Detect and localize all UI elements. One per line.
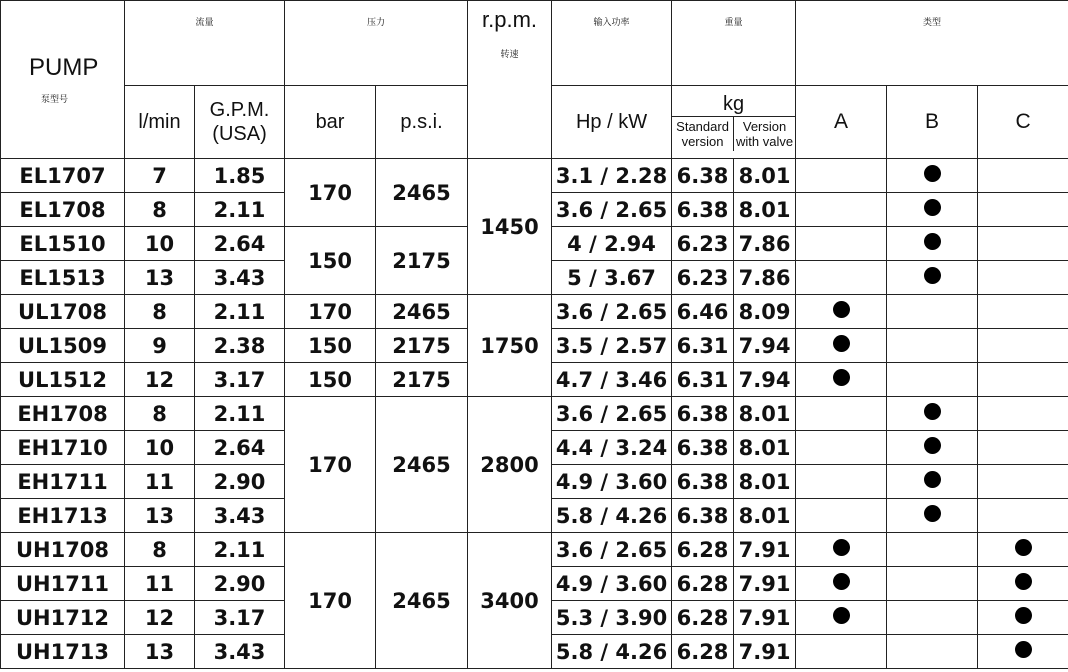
power-cell: 3.5 / 2.57: [552, 329, 672, 363]
model-cell: EH1713: [1, 499, 125, 533]
gpm-cell: 2.90: [195, 567, 285, 601]
type-b-cell: [887, 227, 978, 261]
type-marker-dot: [833, 539, 850, 556]
model-cell: UL1509: [1, 329, 125, 363]
type-b-cell: [887, 397, 978, 431]
power-header-cn: 输入功率: [593, 16, 630, 27]
rpm-header-cn: 转速: [500, 49, 519, 59]
pressure-header-cn: 压力: [367, 16, 386, 27]
gpm-cell: 1.85: [195, 159, 285, 193]
type-c-cell: [978, 295, 1068, 329]
type-marker-dot: [833, 301, 850, 318]
standard-line2: version: [681, 134, 724, 149]
valve-weight-cell: 8.01: [734, 397, 796, 431]
type-a-cell: [796, 431, 887, 465]
type-b-cell: [887, 159, 978, 193]
rpm-cell: 2800: [468, 397, 552, 533]
gpm-cell: 2.11: [195, 295, 285, 329]
type-c-cell: [978, 499, 1068, 533]
type-header-cell: [796, 1, 1068, 86]
model-cell: EL1708: [1, 193, 125, 227]
type-b-cell: [887, 193, 978, 227]
type-b-cell: [887, 295, 978, 329]
gpm-cell: 2.38: [195, 329, 285, 363]
bar-cell: 170: [285, 533, 376, 669]
valve-weight-cell: 7.91: [734, 635, 796, 669]
gpm-cell: 2.11: [195, 533, 285, 567]
type-marker-dot: [833, 607, 850, 624]
bar-cell: 150: [285, 227, 376, 295]
lmin-cell: 13: [125, 261, 195, 295]
power-cell: 3.1 / 2.28: [552, 159, 672, 193]
pump-header-cell: [1, 1, 125, 159]
pump-header: PUMP: [29, 54, 99, 81]
psi-cell: 2175: [376, 227, 468, 295]
std-weight-cell: 6.23: [672, 227, 734, 261]
rpm-cell: 3400: [468, 533, 552, 669]
type-marker-dot: [924, 199, 941, 216]
pressure-header-cell: [285, 1, 468, 86]
valve-weight-cell: 7.91: [734, 567, 796, 601]
psi-header: p.s.i.: [376, 86, 468, 159]
psi-cell: 2465: [376, 159, 468, 227]
lmin-cell: 10: [125, 227, 195, 261]
lmin-cell: 7: [125, 159, 195, 193]
bar-cell: 150: [285, 329, 376, 363]
type-a-cell: [796, 295, 887, 329]
power-cell: 5.8 / 4.26: [552, 635, 672, 669]
bar-cell: 170: [285, 159, 376, 227]
type-a-cell: [796, 567, 887, 601]
model-cell: UH1713: [1, 635, 125, 669]
type-c-cell: [978, 227, 1068, 261]
std-weight-cell: 6.38: [672, 465, 734, 499]
valve-weight-cell: 8.01: [734, 193, 796, 227]
kg-subheaders: [672, 116, 795, 151]
type-b-cell: [887, 363, 978, 397]
valve-line2: with valve: [736, 134, 794, 149]
std-weight-cell: 6.38: [672, 431, 734, 465]
type-marker-dot: [924, 165, 941, 182]
gpm-cell: 2.11: [195, 193, 285, 227]
type-b-cell: [887, 635, 978, 669]
lmin-cell: 8: [125, 397, 195, 431]
std-weight-cell: 6.38: [672, 397, 734, 431]
model-cell: UL1708: [1, 295, 125, 329]
type-marker-dot: [924, 505, 941, 522]
power-cell: 5.3 / 3.90: [552, 601, 672, 635]
gpm-cell: 3.43: [195, 499, 285, 533]
type-c-cell: [978, 431, 1068, 465]
std-weight-cell: 6.28: [672, 601, 734, 635]
type-c-cell: [978, 601, 1068, 635]
model-cell: UL1512: [1, 363, 125, 397]
model-cell: EL1707: [1, 159, 125, 193]
table-row: [1, 295, 1068, 329]
bar-cell: 150: [285, 363, 376, 397]
kg-header-cell: [672, 86, 796, 159]
type-marker-dot: [833, 335, 850, 352]
type-a-cell: [796, 329, 887, 363]
table-row: [1, 159, 1068, 193]
std-weight-cell: 6.38: [672, 193, 734, 227]
valve-weight-cell: 7.94: [734, 363, 796, 397]
type-marker-dot: [924, 437, 941, 454]
std-weight-cell: 6.28: [672, 635, 734, 669]
psi-cell: 2465: [376, 533, 468, 669]
valve-line1: Version: [742, 119, 787, 134]
type-a-cell: [796, 397, 887, 431]
type-marker-dot: [924, 233, 941, 250]
type-marker-dot: [1015, 607, 1032, 624]
lmin-cell: 8: [125, 193, 195, 227]
type-c-cell: [978, 465, 1068, 499]
gpm-header: [195, 86, 285, 159]
power-cell: 4.4 / 3.24: [552, 431, 672, 465]
bar-header: bar: [285, 86, 376, 159]
type-c-cell: [978, 159, 1068, 193]
power-cell: 4.7 / 3.46: [552, 363, 672, 397]
power-cell: 3.6 / 2.65: [552, 193, 672, 227]
standard-line1: Standard: [676, 119, 729, 134]
rpm-header: r.p.m.: [482, 7, 538, 32]
power-cell: 4.9 / 3.60: [552, 567, 672, 601]
valve-weight-cell: 8.09: [734, 295, 796, 329]
valve-weight-cell: 8.01: [734, 499, 796, 533]
power-cell: 5.8 / 4.26: [552, 499, 672, 533]
lmin-cell: 9: [125, 329, 195, 363]
type-c-cell: [978, 567, 1068, 601]
lmin-cell: 12: [125, 601, 195, 635]
power-cell: 3.6 / 2.65: [552, 295, 672, 329]
type-c-cell: [978, 397, 1068, 431]
type-marker-dot: [924, 267, 941, 284]
valve-weight-cell: 8.01: [734, 159, 796, 193]
type-a-cell: [796, 363, 887, 397]
pump-header-cn: 泵型号: [41, 94, 69, 104]
std-weight-cell: 6.28: [672, 567, 734, 601]
type-a-cell: [796, 635, 887, 669]
bar-cell: 170: [285, 397, 376, 533]
table-row: [1, 397, 1068, 431]
rpm-cell: 1450: [468, 159, 552, 295]
type-c-cell: [978, 363, 1068, 397]
weight-header-cell: [672, 1, 796, 86]
model-cell: EH1711: [1, 465, 125, 499]
type-c-cell: [978, 533, 1068, 567]
type-a-cell: [796, 193, 887, 227]
model-cell: UH1708: [1, 533, 125, 567]
type-marker-dot: [1015, 641, 1032, 658]
type-marker-dot: [1015, 573, 1032, 590]
valve-weight-cell: 7.91: [734, 533, 796, 567]
valve-version-header: [733, 117, 795, 151]
valve-weight-cell: 7.86: [734, 227, 796, 261]
type-c-cell: [978, 193, 1068, 227]
type-b-cell: [887, 261, 978, 295]
type-marker-dot: [924, 403, 941, 420]
type-b-cell: [887, 533, 978, 567]
power-cell: 4 / 2.94: [552, 227, 672, 261]
flow-header-cn: 流量: [195, 16, 214, 27]
type-a-header: A: [796, 86, 887, 159]
lmin-header: l/min: [125, 86, 195, 159]
model-cell: EH1710: [1, 431, 125, 465]
model-cell: EH1708: [1, 397, 125, 431]
bar-cell: 170: [285, 295, 376, 329]
type-a-cell: [796, 533, 887, 567]
gpm-cell: 3.17: [195, 363, 285, 397]
gpm-cell: 3.43: [195, 635, 285, 669]
gpm-header-line2: (USA): [212, 123, 267, 145]
valve-weight-cell: 7.91: [734, 601, 796, 635]
type-header-cn: 类型: [923, 16, 942, 27]
model-cell: UH1711: [1, 567, 125, 601]
model-cell: EL1513: [1, 261, 125, 295]
kg-header: kg: [722, 93, 745, 115]
type-c-cell: [978, 261, 1068, 295]
type-b-cell: [887, 329, 978, 363]
type-b-cell: [887, 499, 978, 533]
type-a-cell: [796, 159, 887, 193]
gpm-cell: 2.64: [195, 227, 285, 261]
rpm-header-cell: [468, 1, 552, 159]
table-row: [1, 533, 1068, 567]
type-b-cell: [887, 431, 978, 465]
lmin-cell: 13: [125, 635, 195, 669]
std-weight-cell: 6.23: [672, 261, 734, 295]
power-cell: 4.9 / 3.60: [552, 465, 672, 499]
gpm-cell: 3.17: [195, 601, 285, 635]
valve-weight-cell: 8.01: [734, 465, 796, 499]
lmin-cell: 12: [125, 363, 195, 397]
lmin-cell: 8: [125, 295, 195, 329]
gpm-header-line1: G.P.M.: [209, 99, 270, 121]
model-cell: UH1712: [1, 601, 125, 635]
gpm-cell: 3.43: [195, 261, 285, 295]
type-a-cell: [796, 227, 887, 261]
hp-kw-header: Hp / kW: [552, 86, 672, 159]
std-weight-cell: 6.38: [672, 499, 734, 533]
std-weight-cell: 6.28: [672, 533, 734, 567]
psi-cell: 2175: [376, 329, 468, 363]
type-c-header: C: [978, 86, 1068, 159]
weight-header-cn: 重量: [724, 16, 743, 27]
header-row-top: [1, 1, 1068, 86]
type-a-cell: [796, 601, 887, 635]
gpm-cell: 2.90: [195, 465, 285, 499]
type-marker-dot: [1015, 539, 1032, 556]
lmin-cell: 13: [125, 499, 195, 533]
valve-weight-cell: 7.94: [734, 329, 796, 363]
lmin-cell: 10: [125, 431, 195, 465]
psi-cell: 2175: [376, 363, 468, 397]
type-b-cell: [887, 465, 978, 499]
lmin-cell: 11: [125, 567, 195, 601]
power-cell: 3.6 / 2.65: [552, 397, 672, 431]
type-b-cell: [887, 567, 978, 601]
type-a-cell: [796, 499, 887, 533]
flow-header-cell: [125, 1, 285, 86]
psi-cell: 2465: [376, 295, 468, 329]
rpm-cell: 1750: [468, 295, 552, 397]
valve-weight-cell: 7.86: [734, 261, 796, 295]
gpm-cell: 2.64: [195, 431, 285, 465]
type-b-cell: [887, 601, 978, 635]
model-cell: EL1510: [1, 227, 125, 261]
std-weight-cell: 6.31: [672, 329, 734, 363]
type-b-header: B: [887, 86, 978, 159]
gpm-cell: 2.11: [195, 397, 285, 431]
lmin-cell: 8: [125, 533, 195, 567]
power-header-cell: [552, 1, 672, 86]
std-weight-cell: 6.46: [672, 295, 734, 329]
type-marker-dot: [833, 573, 850, 590]
lmin-cell: 11: [125, 465, 195, 499]
psi-cell: 2465: [376, 397, 468, 533]
type-marker-dot: [833, 369, 850, 386]
type-a-cell: [796, 465, 887, 499]
type-c-cell: [978, 635, 1068, 669]
valve-weight-cell: 8.01: [734, 431, 796, 465]
type-marker-dot: [924, 471, 941, 488]
type-c-cell: [978, 329, 1068, 363]
std-weight-cell: 6.38: [672, 159, 734, 193]
standard-version-header: [672, 117, 733, 151]
power-cell: 3.6 / 2.65: [552, 533, 672, 567]
power-cell: 5 / 3.67: [552, 261, 672, 295]
type-a-cell: [796, 261, 887, 295]
std-weight-cell: 6.31: [672, 363, 734, 397]
